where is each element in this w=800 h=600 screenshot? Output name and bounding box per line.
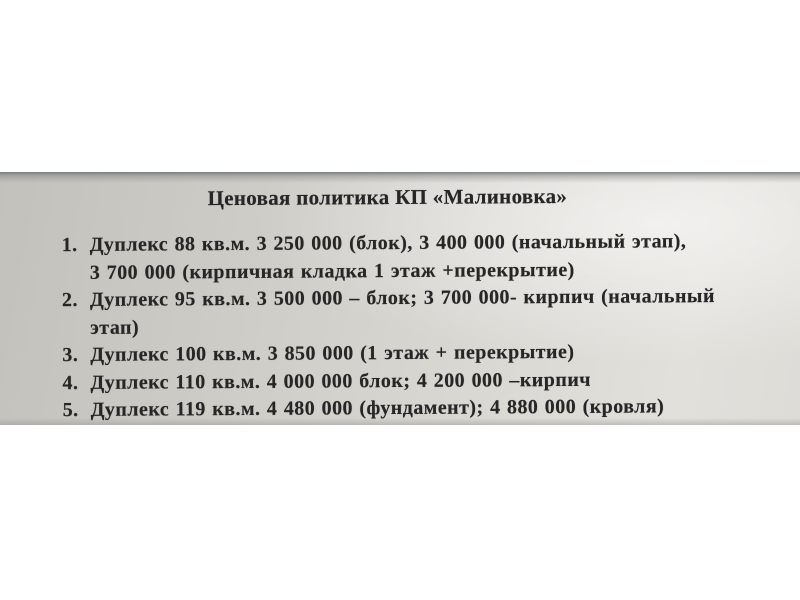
- list-item-number: 5.: [62, 398, 79, 422]
- list-item: [62, 283, 760, 342]
- list-item-line: этап): [90, 316, 140, 339]
- list-item-line: Дуплекс 95 кв.м. 3 500 000 – блок; 3 700 000- кирпич (начальный: [89, 285, 716, 311]
- list-item-line: 3 700 000 (кирпичная кладка 1 этаж +перекрытие): [89, 258, 575, 284]
- list-item-text: [90, 283, 760, 342]
- list-item-number: 2.: [61, 288, 78, 312]
- list-item-text: [91, 393, 761, 425]
- list-item-line: Дуплекс 100 кв.м. 3 850 000 (1 этаж + перекрытие): [90, 340, 575, 366]
- list-item-text: [90, 338, 760, 370]
- list-item: [63, 393, 761, 425]
- list-item-line: Дуплекс 119 кв.м. 4 480 000 (фундамент); 4 880 000 (кровля): [90, 395, 665, 421]
- list-item: [62, 228, 760, 287]
- price-list: [62, 228, 761, 425]
- document-photo: [0, 172, 800, 425]
- list-item: [62, 338, 760, 370]
- list-item-number: 1.: [61, 233, 78, 257]
- document-title: Ценовая политика КП «Малиновка»: [207, 183, 568, 211]
- list-item: [62, 365, 760, 397]
- list-item-line: Дуплекс 88 кв.м. 3 250 000 (блок), 3 400 000 (начальный этап),: [89, 230, 687, 256]
- list-item-number: 4.: [62, 371, 79, 394]
- list-item-line: Дуплекс 110 кв.м. 4 000 000 блок; 4 200 000 –кирпич: [90, 368, 592, 394]
- price-list-document: [0, 170, 800, 428]
- list-item-text: [90, 228, 760, 287]
- list-item-text: [90, 365, 760, 397]
- list-item-number: 3.: [62, 343, 79, 367]
